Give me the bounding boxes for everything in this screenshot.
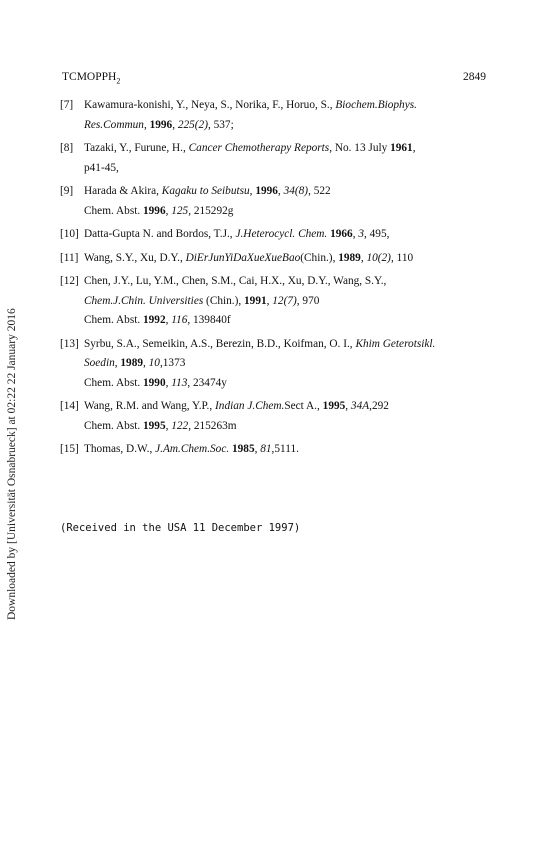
ref-journal: Biochem.Biophys. (335, 99, 417, 111)
ref-year: 1961 (390, 142, 413, 154)
download-watermark: Downloaded by [Universität Osnabrueck] at 02:22 22 January 2016 (6, 308, 18, 620)
abst-year: 1990 (143, 376, 166, 389)
ref-year: 1995 (322, 400, 346, 412)
abst-pages: , 215263m (188, 419, 237, 432)
reference-number: [13] (60, 337, 79, 350)
reference-number: [15] (60, 443, 79, 455)
reference-14: [14] Wang, R.M. and Wang, Y.P., Indian J.Chem.Sect A., 1995, 34A,292 Chem. Abst. 1995, 122, 215263m (60, 397, 500, 436)
ref-authors: Harada & Akira, (84, 185, 162, 197)
chem-abst-label: Chem. Abst. (84, 204, 143, 217)
ref-volume: 12(7) (272, 294, 297, 307)
ref-year: 1991 (244, 294, 267, 307)
received-note: (Received in the USA 11 December 1997) (60, 522, 301, 534)
ref-journal: J.Am.Chem.Soc. (155, 443, 230, 455)
ref-year: 1985 (232, 443, 255, 455)
ref-detail: (Chin.), (203, 294, 245, 307)
ref-pages: ,292 (369, 400, 389, 412)
ref-journal: Kagaku to Seibutsu (161, 185, 250, 197)
reference-9: [9] Harada & Akira, Kagaku to Seibutsu, 1996, 34(8), 522 Chem. Abst. 1996, 125, 215292g (60, 182, 500, 221)
abst-pages: , 23474y (187, 376, 227, 389)
reference-8 (60, 139, 500, 178)
chem-abst-label: Chem. Abst. (84, 314, 143, 326)
ref-pages: ,1373 (159, 357, 186, 369)
ref-volume: 10(2) (366, 251, 391, 264)
ref-authors: Kawamura-konishi, Y., Neya, S., Norika, F., Horuo, S., (84, 99, 336, 111)
reference-13: [13] Syrbu, S.A., Semeikin, A.S., Berezin, B.D., Koifman, O. I., Khim Geterotsikl. Soedin, 1989, 10,1373 Chem. Abst. 1990, 113, 23474y (60, 335, 500, 394)
ref-year: 1996 (255, 185, 278, 197)
ref-authors: Chen, J.Y., Lu, Y.M., Chen, S.M., Cai, H.X., Xu, D.Y., Wang, S.Y., (84, 275, 387, 287)
ref-pages: , 970 (296, 294, 320, 307)
ref-journal: Indian J.Chem. (215, 400, 285, 412)
ref-volume: 34(8) (283, 185, 309, 197)
ref-volume: 34A (350, 400, 370, 412)
abst-volume: 125 (171, 204, 189, 217)
ref-pages: ,5111. (271, 443, 299, 455)
abst-volume: 116 (171, 314, 188, 326)
reference-12: [12] Chen, J.Y., Lu, Y.M., Chen, S.M., Cai, H.X., Xu, D.Y., Wang, S.Y., Chem.J.Chin. Universities (Chin.), 1991, 12(7), 970 Chem. Abst. 1992, 116, 139840f (60, 272, 500, 331)
ref-sep: , (412, 142, 416, 154)
ref-sep: , (249, 185, 256, 197)
running-title (62, 71, 120, 85)
chem-abst-label: Chem. Abst. (84, 376, 143, 389)
ref-pages: , 495, (364, 228, 390, 240)
reference-number: [8] (60, 142, 74, 154)
reference-15: [15] Thomas, D.W., J.Am.Chem.Soc. 1985, 81,5111. (60, 440, 500, 460)
abst-volume: 113 (171, 376, 188, 389)
ref-journal: Khim Geterotsikl. (355, 337, 436, 350)
reference-10: [10] Datta-Gupta N. and Bordos, T.J., J.Heterocycl. Chem. 1966, 3, 495, (60, 225, 500, 245)
ref-year: 1989 (120, 357, 143, 369)
ref-authors: Syrbu, S.A., Semeikin, A.S., Berezin, B.D., Koifman, O. I., (84, 337, 356, 350)
reference-number: [7] (60, 99, 74, 111)
abst-pages: , 139840f (187, 314, 231, 326)
ref-detail: (Chin.), (300, 251, 339, 264)
ref-authors: Thomas, D.W., (84, 443, 156, 455)
ref-year: 1996 (149, 118, 173, 131)
ref-journal: Cancer Chemotherapy Reports (188, 142, 330, 154)
ref-volume: 10 (148, 357, 160, 369)
reference-list (60, 96, 500, 464)
page-number: 2849 (463, 71, 486, 83)
running-title-text: TCMOPPH (62, 71, 117, 83)
reference-number: [12] (60, 275, 79, 287)
ref-authors: Tazaki, Y., Furune, H., (84, 142, 189, 154)
abst-year: 1992 (143, 314, 166, 326)
ref-journal-cont: Res.Commun (84, 118, 144, 131)
ref-detail: Sect A., (284, 400, 323, 412)
ref-volume: 225(2) (177, 118, 208, 131)
ref-year: 1989 (338, 251, 361, 264)
ref-volume: 81 (260, 443, 272, 455)
reference-7: [7] Kawamura-konishi, Y., Neya, S., Norika, F., Horuo, S., Biochem.Biophys. Res.Commun, 1996, 225(2), 537; (60, 96, 500, 135)
ref-journal: J.Heterocycl. Chem. (235, 228, 328, 240)
reference-number: [9] (60, 185, 74, 197)
ref-journal: DiErJunYiDaXueXueBao (185, 251, 301, 264)
reference-11: [11] Wang, S.Y., Xu, D.Y., DiErJunYiDaXueXueBao(Chin.), 1989, 10(2), 110 (60, 249, 500, 269)
abst-volume: 122 (171, 419, 189, 432)
ref-sep: , (143, 118, 150, 131)
ref-journal-cont: Soedin (84, 357, 115, 369)
ref-pages: , 537; (207, 118, 234, 131)
ref-detail: , No. 13 July (329, 142, 391, 154)
ref-volume: 3 (358, 228, 364, 240)
ref-pages: , 522 (308, 185, 331, 197)
ref-pages: , 110 (390, 251, 414, 264)
running-title-subscript: 2 (116, 76, 121, 86)
ref-sep: , (114, 357, 121, 369)
abst-year: 1995 (143, 419, 166, 432)
chem-abst-label: Chem. Abst. (84, 419, 143, 432)
ref-pages: p41-45, (84, 161, 119, 174)
ref-year: 1966 (330, 228, 353, 240)
ref-authors: Wang, S.Y., Xu, D.Y., (84, 251, 186, 264)
ref-journal: Chem.J.Chin. Universities (84, 294, 204, 307)
reference-number: [11] (60, 251, 79, 264)
reference-number: [14] (60, 400, 79, 412)
abst-year: 1996 (143, 204, 166, 217)
ref-authors: Wang, R.M. and Wang, Y.P., (84, 400, 216, 412)
ref-authors: Datta-Gupta N. and Bordos, T.J., (84, 228, 236, 240)
reference-number: [10] (60, 228, 79, 240)
abst-pages: , 215292g (188, 204, 234, 217)
